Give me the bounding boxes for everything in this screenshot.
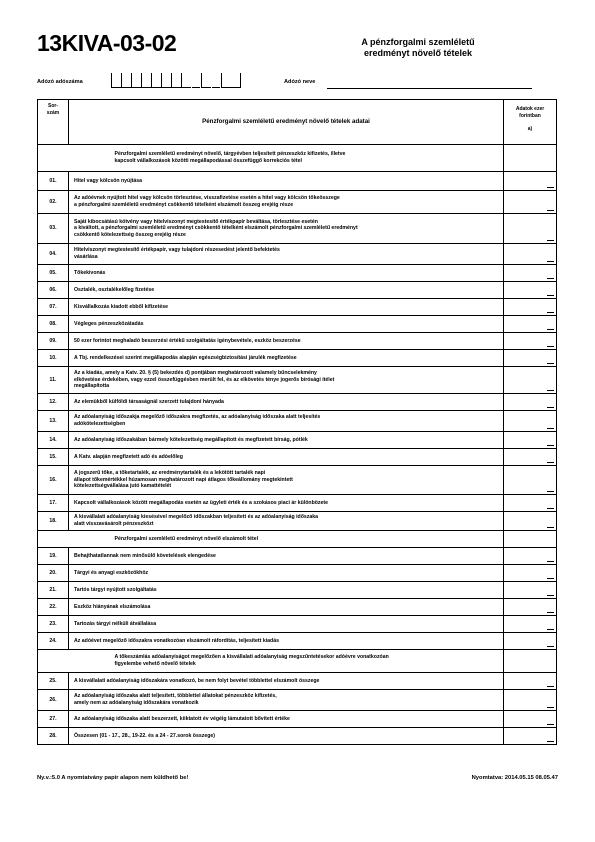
row-description: Az adóalanyiság időszakja megelőző időszakra megfizetés, az adóalanyiság időszaka alatt teljesítés adókötelezettségben — [69, 411, 504, 432]
value-placeholder-mark — [547, 561, 554, 562]
row-description: Hitel vagy kölcsön nyújtása — [69, 172, 504, 191]
row-number: 15. — [38, 449, 69, 466]
section-title-3: A tőkeszámlás adóalanyiságot megelőzően a kisvállalati adóalanyiság megszűntetésekor adóévre vonatkozóan figyelembe vehető növelő tételek — [69, 650, 504, 673]
table-header — [38, 100, 557, 145]
row-number: 01. — [38, 172, 69, 191]
table-row — [38, 394, 557, 411]
row-value-input[interactable] — [504, 282, 557, 299]
digit-box[interactable] — [181, 73, 191, 88]
section-value-cell — [504, 145, 557, 172]
digit-box[interactable] — [201, 73, 211, 88]
value-placeholder-mark — [547, 445, 554, 446]
row-description: Az adóalanyiság időszakában bármely kötelezettség megállapított és megfizetett bírság, pótlék — [69, 432, 504, 449]
digit-box[interactable] — [171, 73, 181, 88]
value-placeholder-mark — [547, 724, 554, 725]
table-row — [38, 548, 557, 565]
row-value-input[interactable] — [504, 411, 557, 432]
identity-row — [37, 72, 537, 92]
row-number: 06. — [38, 282, 69, 299]
row-number: 10. — [38, 350, 69, 367]
row-value-input[interactable] — [504, 711, 557, 728]
value-placeholder-mark — [547, 428, 554, 429]
footer-version: Ny.v.:5.0 A nyomtatvány papír alapon nem küldhető be! — [37, 775, 189, 781]
table-row — [38, 582, 557, 599]
row-value-input[interactable] — [504, 690, 557, 711]
row-value-input[interactable] — [504, 172, 557, 191]
digit-box[interactable] — [161, 73, 171, 88]
table-row — [38, 350, 557, 367]
row-value-input[interactable] — [504, 616, 557, 633]
row-number: 03. — [38, 214, 69, 244]
row-value-input[interactable] — [504, 432, 557, 449]
table-row — [38, 599, 557, 616]
row-value-input[interactable] — [504, 333, 557, 350]
row-number: 18. — [38, 512, 69, 531]
section-num-cell — [38, 650, 69, 673]
value-placeholder-mark — [547, 210, 554, 211]
table-row — [38, 299, 557, 316]
taxpayer-id-label: Adózó adószáma — [37, 79, 83, 85]
table-row — [38, 711, 557, 728]
row-description: Hitelviszonyt megtestesítő értékpapír, vagy tulajdoni részesedést jelentő befektetés vásárlása — [69, 244, 504, 265]
row-value-input[interactable] — [504, 394, 557, 411]
table-row — [38, 690, 557, 711]
section-row — [38, 145, 557, 172]
row-value-input[interactable] — [504, 633, 557, 650]
table-row — [38, 565, 557, 582]
form-title — [318, 37, 518, 59]
value-placeholder-mark — [547, 462, 554, 463]
row-number: 02. — [38, 191, 69, 214]
value-placeholder-mark — [547, 612, 554, 613]
row-number: 14. — [38, 432, 69, 449]
row-number: 12. — [38, 394, 69, 411]
table-row — [38, 466, 557, 495]
row-number: 07. — [38, 299, 69, 316]
value-placeholder-mark — [547, 407, 554, 408]
row-value-input[interactable] — [504, 367, 557, 394]
table-row — [38, 191, 557, 214]
table-row — [38, 673, 557, 690]
row-value-input[interactable] — [504, 449, 557, 466]
section-row — [38, 531, 557, 548]
row-description: A Tbj. rendelkezései szerint megállapodás alapján egészségbiztosítási járulék megfizetése — [69, 350, 504, 367]
row-description: Kisvállalkozás kiadott ebből kifizetése — [69, 299, 504, 316]
taxpayer-name-field[interactable] — [327, 88, 532, 89]
row-number: 23. — [38, 616, 69, 633]
row-number: 04. — [38, 244, 69, 265]
row-description: Tárgyi és anyagi eszközökhöz — [69, 565, 504, 582]
value-placeholder-mark — [547, 578, 554, 579]
footer-printed: Nyomtatva: 2014.05.15 08.05.47 — [471, 775, 558, 781]
row-number: 09. — [38, 333, 69, 350]
form-title-line2: eredményt növelő tételek — [363, 48, 473, 58]
row-value-input[interactable] — [504, 728, 557, 745]
row-description: Az adóalanyiság időszaka alatt beszerzett, kiiktatott év végéig lámutatott bővített értéke — [69, 711, 504, 728]
row-description: Tartozás tárgyi nélküli átvállalása — [69, 616, 504, 633]
digit-box[interactable] — [141, 73, 151, 88]
row-number: 13. — [38, 411, 69, 432]
row-description: Osztalék, osztalékelőleg fizetése — [69, 282, 504, 299]
row-value-input[interactable] — [504, 299, 557, 316]
section-row — [38, 650, 557, 673]
digit-box[interactable] — [131, 73, 141, 88]
header-desc: Pénzforgalmi szemléletű eredményt növelő tételek adatai — [69, 100, 504, 145]
row-description: A jogszerű tőke, a tőketartalék, az eredménytartalék és a lekötött tartalék napi állapot tőkemértékkel húzamosan meghatározott napi átlagos tőkeállomány megtekintett kötelezettségvállalása jutó kamattételét — [69, 466, 504, 495]
row-description: Tartós tárgyi nyújtott szolgáltatás — [69, 582, 504, 599]
row-number: 11. — [38, 367, 69, 394]
row-value-input[interactable] — [504, 265, 557, 282]
row-description: Az a kiadás, amely a Katv. 20. § (5) bekezdés d) pontjában meghatározott valamely bűncselekmény elkövetése érdekében, vagy ezzel összefüggésben merült fel, és az elkövetés ténye jogerős bírósági ítélet megállapította — [69, 367, 504, 394]
table-row — [38, 367, 557, 394]
row-value-input[interactable] — [504, 565, 557, 582]
table-row — [38, 214, 557, 244]
table-row — [38, 244, 557, 265]
value-placeholder-mark — [547, 261, 554, 262]
header-num: Sor- szám — [38, 100, 69, 145]
row-description: Az adóévet megelőző időszakra vonatkozóan elszámolt ráfordítás, teljesített kiadás — [69, 633, 504, 650]
row-number: 05. — [38, 265, 69, 282]
row-number: 26. — [38, 690, 69, 711]
items-table — [37, 99, 557, 745]
section-title-2: Pénzforgalmi szemléletű eredményt növelő elszámolt tétel — [69, 531, 504, 548]
row-number: 19. — [38, 548, 69, 565]
table-row — [38, 512, 557, 531]
section-num-cell — [38, 531, 69, 548]
value-placeholder-mark — [547, 508, 554, 509]
section-title-1: Pénzforgalmi szemléletű eredményt növelő, tárgyévben teljesített pénzeszköz kifizetés, illetve kapcsolt vállalkozások közötti megállapodással összefüggő korrekciós tétel — [69, 145, 504, 172]
value-placeholder-mark — [547, 595, 554, 596]
table-row — [38, 316, 557, 333]
value-placeholder-mark — [547, 491, 554, 492]
row-description: Az adóalanyiság időszaka alatt teljesített, többlettel állatokat pénzeszköz kifizetés, amely nem az adóalanyiság időszakára vonatkozik — [69, 690, 504, 711]
separator-dash — [212, 79, 220, 88]
row-value-input[interactable] — [504, 599, 557, 616]
row-number: 25. — [38, 673, 69, 690]
row-value-input[interactable] — [504, 673, 557, 690]
section-value-cell — [504, 531, 557, 548]
value-placeholder-mark — [547, 187, 554, 188]
value-placeholder-mark — [547, 363, 554, 364]
section-num-cell — [38, 145, 69, 172]
table-row — [38, 282, 557, 299]
row-description: A kisvállalati adóalanyiság időszakára vonatkozó, be nem folyt bevétel többlettel elszámolt összege — [69, 673, 504, 690]
row-number: 17. — [38, 495, 69, 512]
table-row — [38, 449, 557, 466]
header-value-sub: a) — [527, 126, 533, 132]
row-value-input[interactable] — [504, 548, 557, 565]
row-description: Eszköz hiányának elszámolása — [69, 599, 504, 616]
separator-dash — [192, 79, 200, 88]
row-description: Az adóévnek nyújtott hitel vagy kölcsön törlesztése, visszafizetése esetén a hitel vagy kölcsön tőkeösszege a pénzforgalmi szemléletű eredményt csökkentő tételként elszámolt összeg erejéig része — [69, 191, 504, 214]
row-number: 24. — [38, 633, 69, 650]
row-value-input[interactable] — [504, 244, 557, 265]
row-number: 21. — [38, 582, 69, 599]
value-placeholder-mark — [547, 686, 554, 687]
digit-box[interactable] — [221, 73, 241, 88]
row-value-input[interactable] — [504, 512, 557, 531]
form-title-line1: A pénzforgalmi szemléletű — [361, 37, 475, 47]
value-placeholder-mark — [547, 295, 554, 296]
value-placeholder-mark — [547, 646, 554, 647]
row-value-input[interactable] — [504, 495, 557, 512]
row-description: Tőkekivonás — [69, 265, 504, 282]
value-placeholder-mark — [547, 707, 554, 708]
row-number: 08. — [38, 316, 69, 333]
table-row — [38, 728, 557, 745]
section-value-cell — [504, 650, 557, 673]
row-number: 20. — [38, 565, 69, 582]
header-value — [504, 100, 557, 145]
digit-box[interactable] — [121, 73, 131, 88]
header-value-label: Adatok ezer forintban — [515, 106, 545, 119]
row-value-input[interactable] — [504, 582, 557, 599]
table-row — [38, 495, 557, 512]
row-description: Saját kibocsátású kötvény vagy hitelviszonyt megtestesítő értékpapír beváltása, törlesztése esetén a kiváltott, a pénzforgalmi szemléletű eredményt csökkentő tételként elszámolt pénzforgalmi szemléletű eredményt csökkentő kötelezettség összeg erejéig része — [69, 214, 504, 244]
digit-box[interactable] — [111, 73, 121, 88]
taxpayer-id-field[interactable] — [111, 72, 241, 88]
row-value-input[interactable] — [504, 214, 557, 244]
digit-box[interactable] — [151, 73, 161, 88]
table-row — [38, 265, 557, 282]
row-description: Összesen (01 - 17., 28., 19-22. és a 24 - 27.sorok összege) — [69, 728, 504, 745]
value-placeholder-mark — [547, 741, 554, 742]
row-description: Behajthatatlannak nem minősülő követelések elengedése — [69, 548, 504, 565]
row-number: 16. — [38, 466, 69, 495]
row-value-input[interactable] — [504, 350, 557, 367]
row-description: Az elemükből külföldi társaságnál szerzett tulajdoni hányada — [69, 394, 504, 411]
value-placeholder-mark — [547, 329, 554, 330]
value-placeholder-mark — [547, 346, 554, 347]
row-description: 50 ezer forintot meghaladó beszerzési értékű szolgáltatás igénybevétele, eszköz beszerzése — [69, 333, 504, 350]
row-number: 27. — [38, 711, 69, 728]
table-row — [38, 411, 557, 432]
value-placeholder-mark — [547, 240, 554, 241]
row-value-input[interactable] — [504, 191, 557, 214]
table-row — [38, 616, 557, 633]
row-description: Végleges pénzeszközátadás — [69, 316, 504, 333]
value-placeholder-mark — [547, 390, 554, 391]
table-row — [38, 172, 557, 191]
value-placeholder-mark — [547, 278, 554, 279]
taxpayer-name-label: Adózó neve — [284, 79, 316, 85]
row-number: 22. — [38, 599, 69, 616]
value-placeholder-mark — [547, 629, 554, 630]
form-code: 13KIVA-03-02 — [37, 30, 177, 56]
row-number: 28. — [38, 728, 69, 745]
value-placeholder-mark — [547, 527, 554, 528]
row-value-input[interactable] — [504, 316, 557, 333]
table-row — [38, 633, 557, 650]
table-row — [38, 432, 557, 449]
row-value-input[interactable] — [504, 466, 557, 495]
row-description: A Katv. alapján megfizetett adó és adóelőleg — [69, 449, 504, 466]
value-placeholder-mark — [547, 312, 554, 313]
table-row — [38, 333, 557, 350]
row-description: Kapcsolt vállalkozások között megállapodás esetén az ügyleti érték és a szokásos piaci ár különbözete — [69, 495, 504, 512]
row-description: A kisvállalati adóalanyiság kiesésével megelőző időszakban teljesített és az adóalanyiság időszaka alatt visszavásárolt pénzeszközt — [69, 512, 504, 531]
